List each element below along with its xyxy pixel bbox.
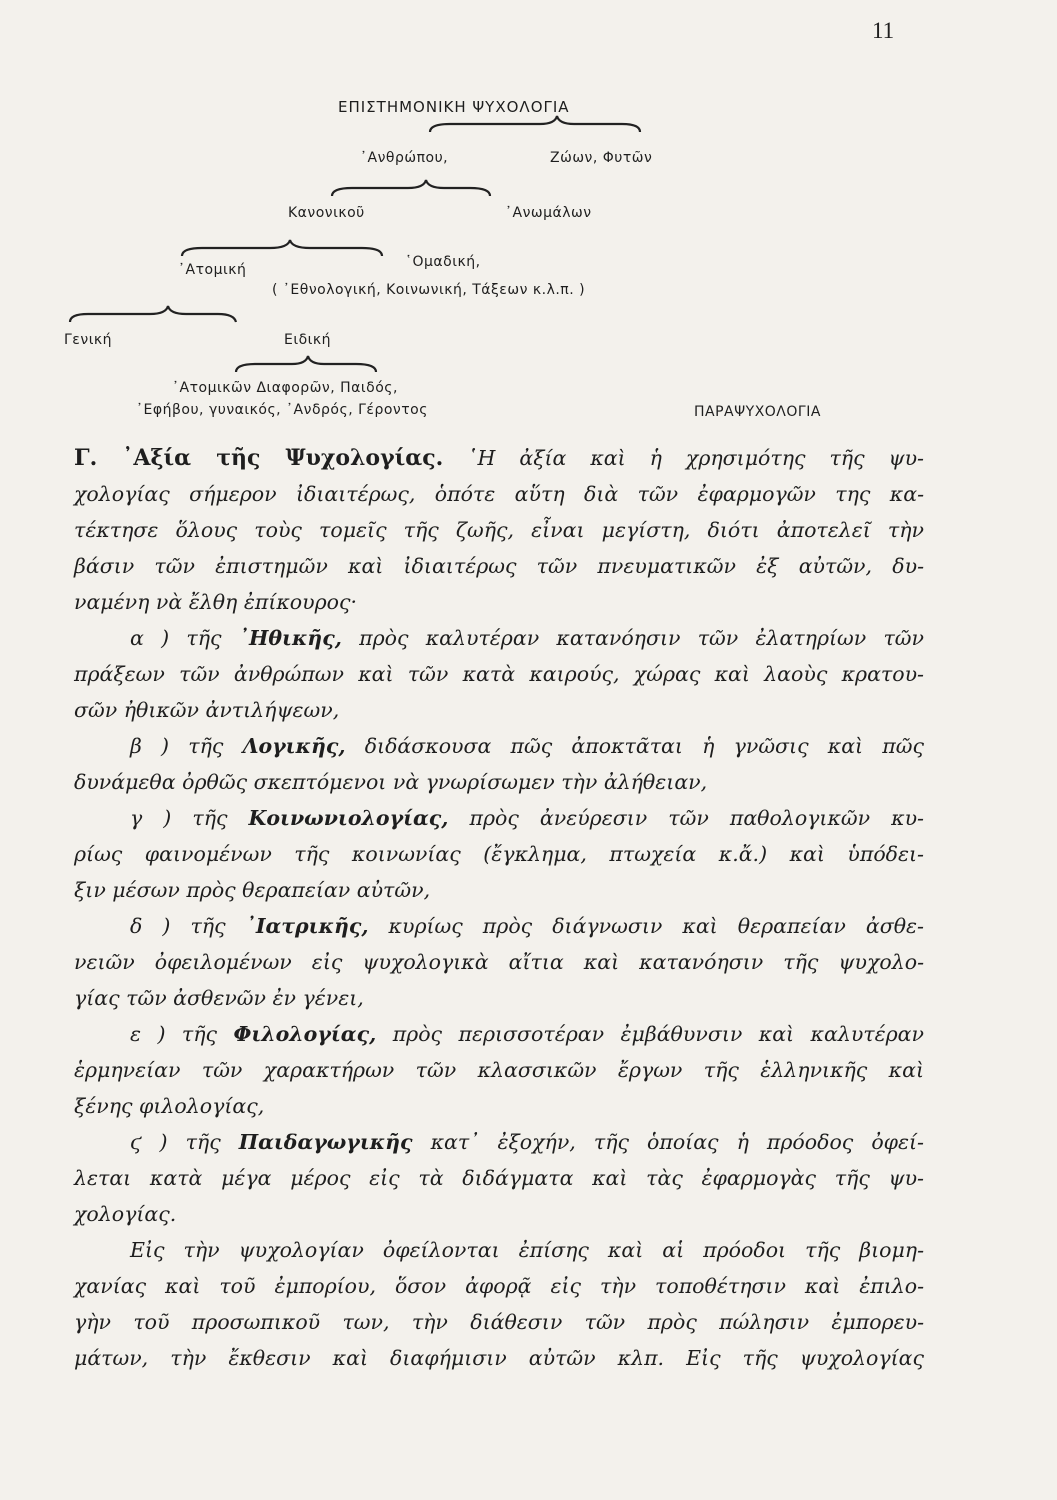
item-text: πρὸς καλυτέραν κατανόησιν τῶν ἐλατηρίων τῶν — [359, 626, 924, 650]
text-line: νειῶν ὀφειλομένων εἰς ψυχολογικὰ αἴτια καὶ κατανόησιν τῆς ψυχολο- — [74, 950, 924, 974]
tree-abnormal-label: ᾿Ανωμάλων — [505, 205, 592, 221]
item-term: Παιδαγωγικῆς — [238, 1130, 413, 1154]
tree-general-label: Γενική — [64, 332, 113, 348]
item-label: α ) τῆς — [130, 626, 222, 650]
text-line: ναμένη νὰ ἔλθη ἐπίκουρος· — [74, 590, 357, 614]
item-label: ε ) τῆς — [130, 1022, 218, 1046]
text-line: σῶν ἠθικῶν ἀντιλήψεων, — [74, 698, 340, 722]
item-text: κυρίως πρὸς διάγνωσιν καὶ θεραπείαν ἀσθε- — [388, 914, 924, 938]
text-line: βάσιν τῶν ἐπιστημῶν καὶ ἰδιαιτέρως τῶν πνευματικῶν ἐξ αὐτῶν, δυ- — [74, 554, 924, 578]
tree-animals-plants-label: Ζώων, Φυτῶν — [550, 150, 653, 166]
text-line: γίας τῶν ἀσθενῶν ἐν γένει, — [74, 986, 364, 1010]
tree-group-note: ( ᾿Εθνολογική, Κοινωνική, Τάξεων κ.λ.π. ) — [272, 282, 586, 298]
section-heading: Γ. ᾿Αξία τῆς Ψυχολογίας. — [74, 445, 444, 471]
text-line: χολογίας. — [74, 1202, 177, 1226]
item-term: Λογικῆς, — [242, 734, 346, 758]
list-item-b — [74, 728, 924, 764]
item-text: πρὸς ἀνεύρεσιν τῶν παθολογικῶν κυ- — [469, 806, 924, 830]
tree-special-line2: ᾿Εφήβου, γυναικός, ᾿Ανδρός, Γέροντος — [136, 402, 428, 418]
tree-root-label: ΕΠΙΣΤΗΜΟΝΙΚΗ ΨΥΧΟΛΟΓΙΑ — [338, 98, 570, 116]
text-line: ἑρμηνείαν τῶν χαρακτήρων τῶν κλασσικῶν ἔργων τῆς ἑλληνικῆς καὶ — [74, 1058, 924, 1082]
item-label: β ) τῆς — [130, 734, 224, 758]
text-line: γὴν τοῦ προσωπικοῦ των, τὴν διάθεσιν τῶν πρὸς πώλησιν ἐμπορευ- — [74, 1310, 924, 1334]
text-line: χανίας καὶ τοῦ ἐμπορίου, ὅσον ἀφορᾷ εἰς τὴν τοποθέτησιν καὶ ἐπιλο- — [74, 1274, 924, 1298]
text-line: δυνάμεθα ὀρθῶς σκεπτόμενοι νὰ γνωρίσωμεν τὴν ἀλήθειαν, — [74, 770, 708, 794]
item-text: διδάσκουσα πῶς ἀποκτᾶται ἡ γνῶσις καὶ πῶς — [364, 734, 924, 758]
body-text — [74, 440, 924, 1376]
tree-normal-label: Κανονικοῦ — [288, 205, 365, 221]
text-line: ξιν μέσων πρὸς θεραπείαν αὐτῶν, — [74, 878, 431, 902]
item-text: κατ᾿ ἐξοχήν, τῆς ὁποίας ἡ πρόοδος ὀφεί- — [430, 1130, 924, 1154]
text-line: μάτων, τὴν ἔκθεσιν καὶ διαφήμισιν αὐτῶν κλπ. Εἰς τῆς ψυχολογίας — [74, 1346, 924, 1370]
text-line: λεται κατὰ μέγα μέρος εἰς τὰ διδάγματα καὶ τὰς ἐφαρμογὰς τῆς ψυ- — [74, 1166, 924, 1190]
tree-group-label: ῾Ομαδική, — [405, 254, 481, 270]
tree-special-label: Ειδική — [284, 332, 332, 348]
tree-human-label: ᾿Ανθρώπου, — [360, 150, 449, 166]
text-line: πράξεων τῶν ἀνθρώπων καὶ τῶν κατὰ καιρούς, χώρας καὶ λαοὺς κρατου- — [74, 662, 924, 686]
text-line: τέκτησε ὅλους τοὺς τομεῖς τῆς ζωῆς, εἶναι μεγίστη, διότι ἀποτελεῖ τὴν — [74, 518, 924, 542]
item-text: πρὸς περισσοτέραν ἐμβάθυνσιν καὶ καλυτέραν — [392, 1022, 924, 1046]
item-term: Κοινωνιολογίας, — [248, 806, 449, 830]
text-line — [74, 440, 924, 476]
item-label: ϛ ) τῆς — [130, 1130, 221, 1154]
item-label: δ ) τῆς — [130, 914, 226, 938]
tree-special-line1: ᾿Ατομικῶν Διαφορῶν, Παιδός, — [172, 380, 398, 396]
list-item-e — [74, 1016, 924, 1052]
item-label: γ ) τῆς — [130, 806, 228, 830]
list-item-c — [74, 800, 924, 836]
list-item-a — [74, 620, 924, 656]
list-item-f — [74, 1124, 924, 1160]
text-span: ῾Η ἀξία καὶ ἡ χρησιμότης τῆς ψυ- — [467, 446, 924, 470]
tree-individual-label: ᾿Ατομική — [178, 262, 247, 278]
item-term: ᾿Ηθικῆς, — [238, 626, 342, 650]
page-number: 11 — [872, 18, 895, 43]
item-term: Φιλολογίας, — [233, 1022, 377, 1046]
text-line: ξένης φιλολογίας, — [74, 1094, 265, 1118]
list-item-d — [74, 908, 924, 944]
item-term: ᾿Ιατρικῆς, — [245, 914, 369, 938]
tree-parapsychology-label: ΠΑΡΑΨΥΧΟΛΟΓΙΑ — [694, 404, 821, 420]
paragraph-start: Εἰς τὴν ψυχολογίαν ὀφείλονται ἐπίσης καὶ αἱ πρόοδοι τῆς βιομη- — [130, 1238, 924, 1262]
text-line: ρίως φαινομένων τῆς κοινωνίας (ἔγκλημα, πτωχεία κ.ἄ.) καὶ ὑπόδει- — [74, 842, 924, 866]
text-line: χολογίας σήμερον ἰδιαιτέρως, ὁπότε αὕτη διὰ τῶν ἐφαρμογῶν της κα- — [74, 482, 924, 506]
